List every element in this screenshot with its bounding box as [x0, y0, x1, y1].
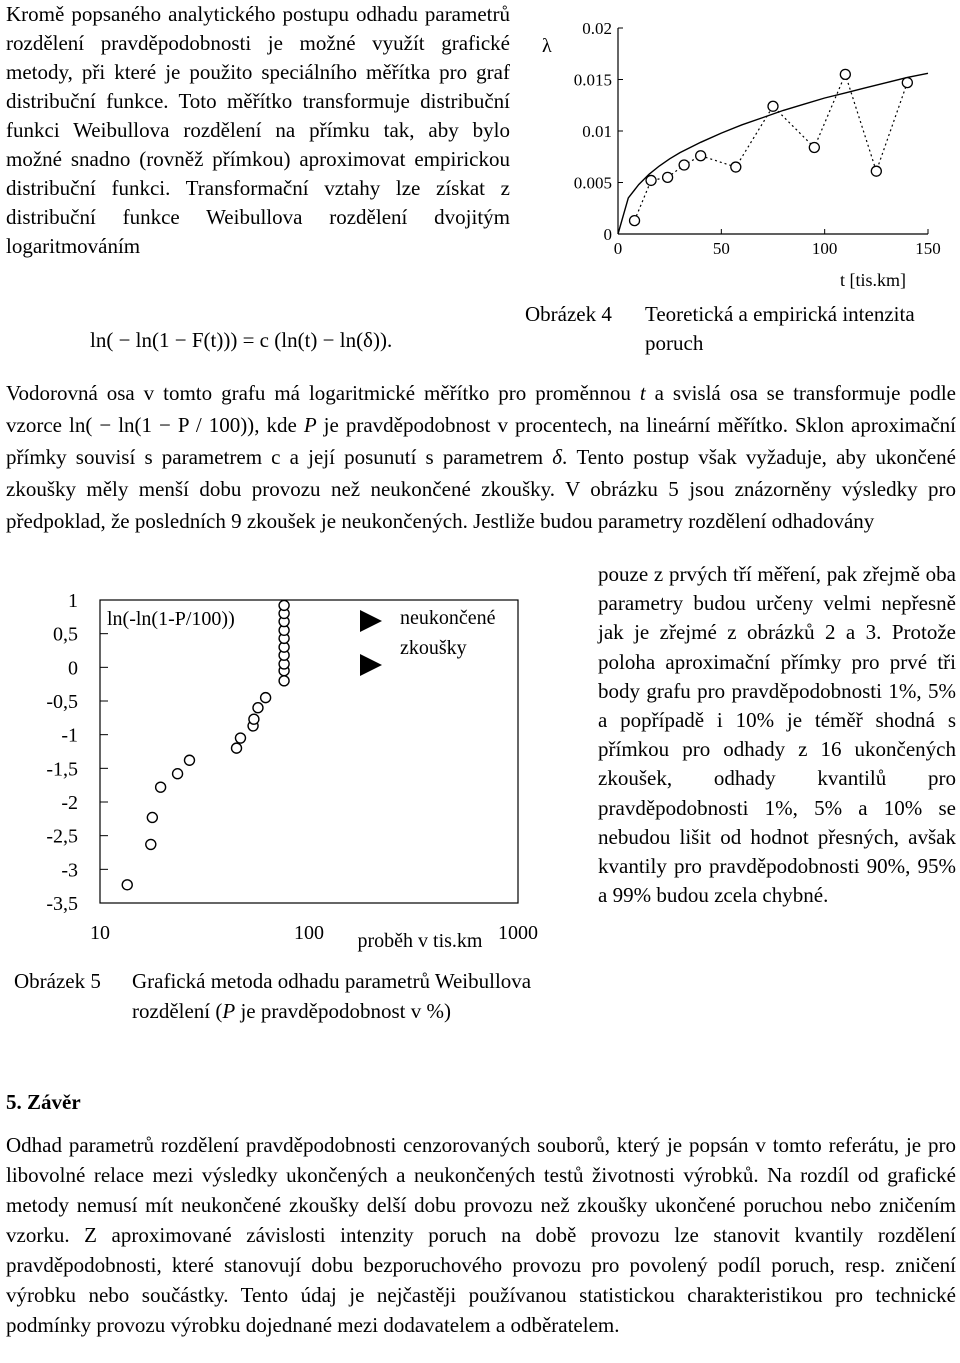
figure-5-caption-part-1: Grafická metoda odhadu parametrů Weibullova rozdělení (: [132, 969, 532, 1023]
method-text-2: a svislá osa se transformuje podle vzorce: [6, 381, 956, 437]
y-axis-label: λ: [542, 35, 552, 57]
data-point: [184, 755, 194, 765]
figure-5-chart: [0, 585, 596, 960]
var-p: P: [303, 413, 317, 437]
side-paragraph: pouze z prvých tří měření, pak zřejmě oba parametry budou určeny velmi nepřesně jak je zřejmé z obrázků 2 a 3. Protože poloha aproximační přímky pro prvé tři body grafu pro pravděpodobnosti 1%, 5% a popřípadě i 10% je téměř shodná s přímkou pro odhady z 16 ukončených zkoušek, odhady kvantilů pro pravděpodobnosti 1%, 5% a 10% se nebudou lišit od hodnot přesných, avšak kvantily pro pravděpodobnosti 90%, 95% a 99% budou zcela chybné.: [598, 562, 956, 908]
method-text-4: je pravděpodobnost v procentech, na lineární měřítko. Sklon aproximační přímky souvisí s parametrem c a její posunutí s parametrem: [6, 413, 956, 469]
data-point: [232, 743, 242, 753]
method-paragraph: [6, 377, 956, 537]
x-tick-label: 100: [294, 922, 324, 944]
empirical-point: [768, 101, 778, 111]
empirical-point: [871, 166, 881, 176]
figure-4-marks: [618, 69, 928, 234]
x-tick-label: 100: [811, 239, 838, 258]
figure-5-marks: [122, 600, 289, 889]
data-point: [122, 880, 132, 890]
figure-4-chart: [528, 0, 948, 300]
method-text-1: Vodorovná osa v tomto grafu má logaritmické měřítko pro proměnnou: [6, 381, 640, 405]
y-tick-label: 1: [68, 590, 78, 612]
empirical-point: [646, 175, 656, 185]
y-tick-label: 0.02: [582, 19, 612, 38]
x-tick-label: 50: [712, 239, 730, 258]
y-tick-label: -0,5: [46, 691, 78, 713]
figure-5-caption-var: P: [222, 999, 236, 1023]
figure-5-caption-number: Obrázek 5: [14, 969, 101, 993]
empirical-point: [696, 151, 706, 161]
weibull-formula: ln( − ln(1 − F(t))) = c (ln(t) − ln(δ)).: [90, 328, 393, 352]
y-tick-label: 0: [68, 657, 78, 680]
empirical-curve: [635, 74, 908, 220]
data-point: [279, 600, 289, 610]
section-heading: 5. Závěr: [6, 1090, 81, 1114]
x-tick-label: 1000: [498, 922, 538, 944]
y-tick-label: 0: [603, 225, 612, 244]
x-tick-label: 10: [90, 922, 110, 944]
figure-4-caption-number: Obrázek 4: [525, 302, 612, 326]
figure-4-axes: [618, 28, 928, 234]
x-tick-label: 150: [915, 239, 941, 258]
y-tick-label: 0.015: [573, 70, 612, 90]
y-tick-label: 0.005: [573, 173, 612, 193]
figure-5-caption-text: [132, 966, 532, 1026]
y-tick-label: -3: [61, 859, 78, 882]
theoretical-curve: [618, 73, 928, 234]
x-axis-label: t [tis.km]: [840, 270, 906, 290]
var-delta: δ: [552, 445, 563, 469]
data-point: [156, 782, 166, 792]
figure-5-caption-part-2: je pravděpodobnost v %): [235, 999, 451, 1023]
data-point: [147, 812, 157, 822]
y-tick-label: -1,5: [46, 758, 78, 781]
figure-5-annotation: [360, 607, 496, 676]
figure-4-labels: [542, 19, 941, 290]
y-tick-label: 0.01: [582, 122, 612, 141]
y-tick-label: -2: [61, 792, 78, 814]
empirical-point: [809, 142, 819, 152]
x-axis-label: proběh v tis.km: [357, 930, 483, 952]
empirical-point: [731, 162, 741, 172]
arrow-icon: [360, 654, 382, 676]
data-point: [249, 714, 259, 724]
method-text-3: , kde: [254, 413, 304, 437]
data-point: [146, 839, 156, 849]
y-tick-label: -3,5: [46, 893, 78, 915]
y-tick-label: -1: [61, 724, 78, 747]
empirical-point: [630, 216, 640, 226]
empirical-point: [840, 69, 850, 79]
data-point: [235, 733, 245, 743]
method-text-5: . Tento postup však vyžaduje, aby ukončené zkoušky měly menší dobu provozu než neukončené zkoušky. V obrázku 5 jsou znázorněny výsledky pro předpoklad, že posledních 9 zkoušek je neukončených. Jestliže budou parametry rozdělení odhadovány: [6, 445, 956, 533]
annotation-line: neukončené: [400, 607, 496, 629]
data-point: [173, 769, 183, 779]
data-point: [253, 703, 263, 713]
arrow-icon: [360, 610, 382, 632]
y-tick-label: 0,5: [53, 623, 78, 646]
y-tick-label: -2,5: [46, 825, 78, 848]
y-axis-label: ln(-ln(1-P/100)): [107, 608, 235, 630]
empirical-point: [663, 172, 673, 182]
annotation-line: zkoušky: [400, 637, 467, 659]
intro-paragraph: Kromě popsaného analytického postupu odhadu parametrů rozdělení pravděpodobnosti je možné využít grafické metody, při které je použito speciálního měřítka pro graf distribuční funkce. Toto měřítko transformuje distribuční funkci Weibullova rozdělení na přímku tak, aby bylo možné snadno (rovněž přímkou) aproximovat empirickou distribuční funkci. Transformační vztahy lze získat z distribuční funkce Weibullova rozdělení dvojitým logaritmováním: [6, 2, 510, 258]
inline-formula: ln( − ln(1 − P / 100)): [68, 413, 255, 437]
var-t: t: [639, 381, 646, 405]
empirical-point: [902, 78, 912, 88]
conclusion-paragraph: Odhad parametrů rozdělení pravděpodobnosti cenzorovaných souborů, který je popsán v tomto referátu, je pro libovolné relace mezi výsledky ukončených a neukončených testů životnosti výrobků. Na rozdíl od grafické metody nemusí mít neukončené zkoušky delší dobu provozu než zkoušky ukončené poruchou nebo zničením vzorku. Z aproximované závislosti intenzity poruch na době provozu lze stanovit kvantily rozdělení pravděpodobnosti, které stanovují dobu bezporuchového provozu pro povolený podíl poruch, resp. zničení výrobku nebo součástky. Tento údaj je nejčastěji používanou statistickou charakteristikou pro technické podmínky provozu výrobku dojednané mezi dodavatelem a odběratelem.: [6, 1133, 956, 1337]
figure-4-caption-text: Teoretická a empirická intenzita poruch: [645, 302, 915, 355]
empirical-point: [679, 160, 689, 170]
x-tick-label: 0: [613, 239, 623, 258]
data-point: [261, 693, 271, 703]
data-point: [279, 676, 289, 686]
